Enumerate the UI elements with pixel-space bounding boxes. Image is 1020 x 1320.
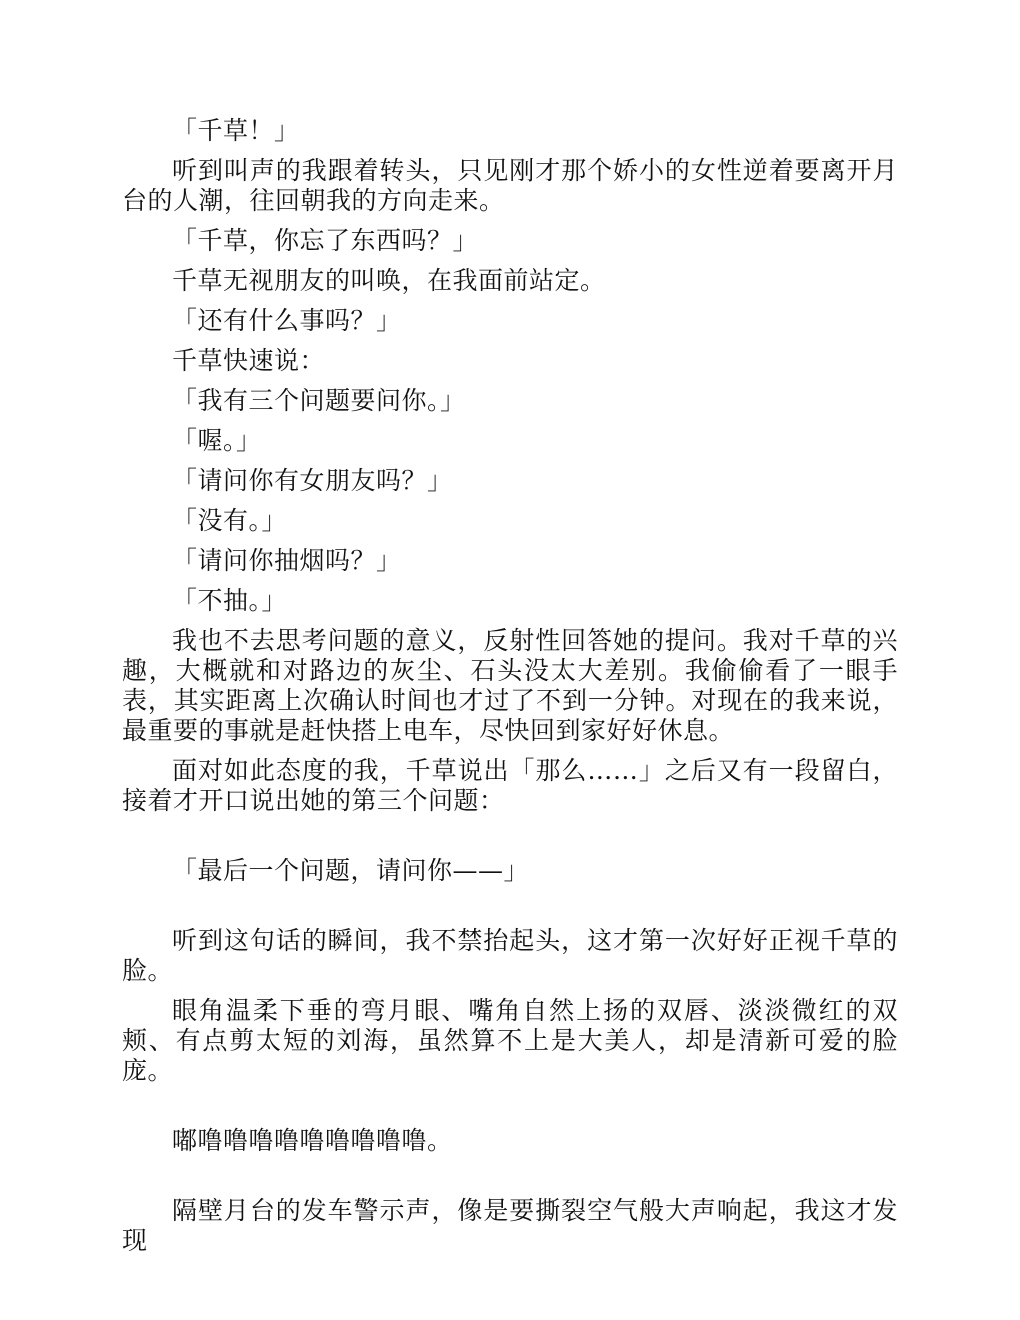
paragraph: 嘟噜噜噜噜噜噜噜噜噜。 <box>172 1126 453 1155</box>
paragraph: 「请问你抽烟吗？」 <box>172 546 402 575</box>
paragraph: 眼角温柔下垂的弯月眼、嘴角自然上扬的双唇、淡淡微红的双颊、有点剪太短的刘海，虽然算不上是大美人，却是清新可爱的脸庞。 <box>122 996 898 1085</box>
paragraph: 千草快速说： <box>172 346 326 375</box>
paragraph: 「还有什么事吗？」 <box>172 306 402 335</box>
paragraph: 听到叫声的我跟着转头，只见刚才那个娇小的女性逆着要离开月台的人潮，往回朝我的方向走来。 <box>122 156 898 215</box>
paragraph: 「不抽。」 <box>172 586 288 615</box>
paragraph: 听到这句话的瞬间，我不禁抬起头，这才第一次好好正视千草的脸。 <box>122 926 898 985</box>
paragraph: 隔壁月台的发车警示声，像是要撕裂空气般大声响起，我这才发现 <box>122 1196 898 1255</box>
paragraph: 「千草！」 <box>172 116 300 145</box>
paragraph: 「喔。」 <box>172 426 262 455</box>
paragraph: 「最后一个问题，请问你——」 <box>172 856 530 885</box>
paragraph: 我也不去思考问题的意义，反射性回答她的提问。我对千草的兴趣，大概就和对路边的灰尘、石头没太大差别。我偷偷看了一眼手表，其实距离上次确认时间也才过了不到一分钟。对现在的我来说，最重要的事就是赶快搭上电车，尽快回到家好好休息。 <box>122 626 898 745</box>
paragraph: 「千草，你忘了东西吗？」 <box>172 226 479 255</box>
paragraph: 「我有三个问题要问你。」 <box>172 386 466 415</box>
paragraph: 千草无视朋友的叫唤，在我面前站定。 <box>172 266 606 295</box>
paragraph: 「请问你有女朋友吗？」 <box>172 466 453 495</box>
paragraph: 「没有。」 <box>172 506 288 535</box>
body-text <box>122 116 898 1266</box>
paragraph: 面对如此态度的我，千草说出「那么……」之后又有一段留白，接着才开口说出她的第三个问题： <box>122 756 898 815</box>
